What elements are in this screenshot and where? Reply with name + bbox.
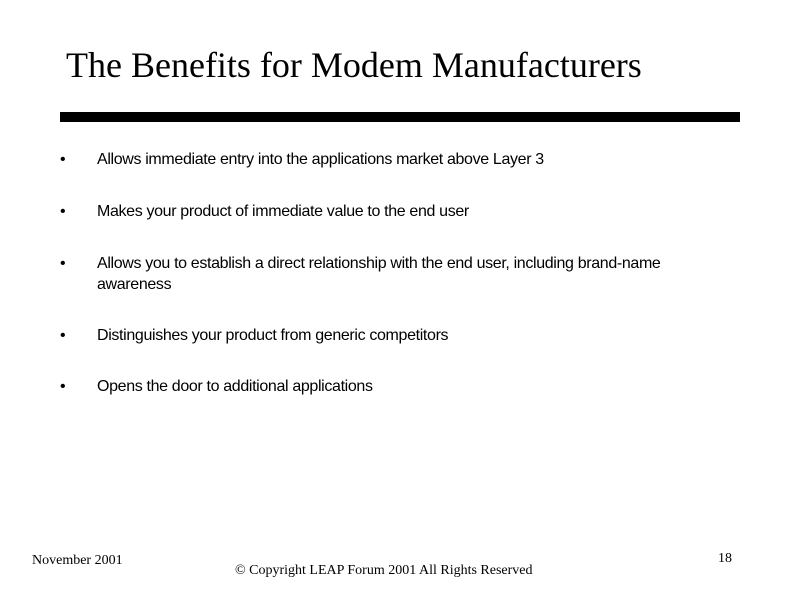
bullet-marker: • bbox=[60, 327, 66, 344]
bullet-text: Allows you to establish a direct relationship with the end user, including brand-name awareness bbox=[97, 255, 661, 293]
bullet-marker: • bbox=[60, 151, 66, 168]
page-number: 18 bbox=[718, 551, 732, 566]
bullet-marker: • bbox=[60, 378, 66, 395]
bullet-marker: • bbox=[60, 203, 66, 220]
bullet-marker: • bbox=[60, 255, 66, 272]
footer-date: November 2001 bbox=[32, 553, 123, 568]
bullet-text: Opens the door to additional applications bbox=[97, 378, 373, 395]
bullet-text: Makes your product of immediate value to the end user bbox=[97, 203, 469, 220]
bullet-text: Allows immediate entry into the applications market above Layer 3 bbox=[97, 151, 544, 168]
bullet-text: Distinguishes your product from generic competitors bbox=[97, 327, 449, 344]
footer-copyright: © Copyright LEAP Forum 2001 All Rights Reserved bbox=[235, 563, 533, 578]
slide-title: The Benefits for Modem Manufacturers bbox=[66, 45, 642, 85]
